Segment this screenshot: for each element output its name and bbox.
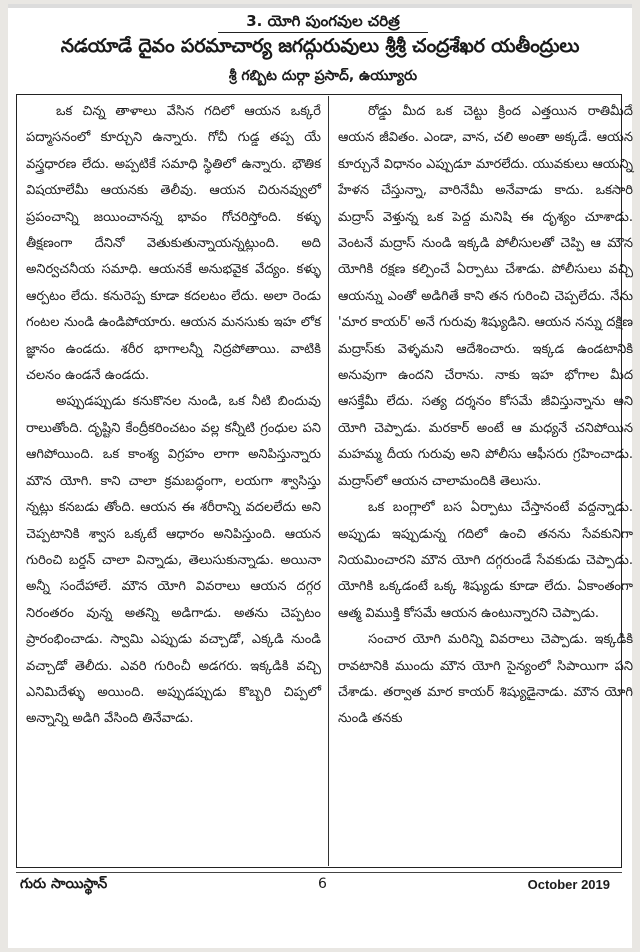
magazine-page bbox=[8, 4, 632, 948]
magazine-name: గురు సాయిస్థాన్ bbox=[20, 876, 108, 892]
article-title: నడయాడే దైవం పరమాచార్య జగద్గురువులు శ్రీశ్రీ చంద్రశేఖర యతీంద్రులు bbox=[60, 35, 580, 57]
footer-rule bbox=[16, 872, 622, 873]
left-paragraph-2: అప్పుడప్పుడు కనుకొనల నుండి, ఒక నీటి బిందువు రాలుతోంది. దృష్టిని కేంద్రీకరించటం వల్ల కన్నీటి గ్రంధుల పని ఆగిపోయింది. ఒక కాంశ్య విగ్రహం లాగా అనిపిస్తున్నారు మౌన యోగి. కాని చాలా క్రమబద్ధంగా, లయగా శ్వాసిస్తు న్నట్లు కనబడు తోంది. ఆయన ఈ శరీరాన్ని వదలలేదు అని చెప్పటానికి శ్వాస ఒక్కటే ఆధారం అనిపిస్తుంది. ఆయన గురించి బర్డన్ చాలా విన్నాడు, తెలుసుకున్నాడు. అయినా అన్నీ సందేహాలే. మౌన యోగి వివరాలు ఆయన దగ్గర నిరంతరం వున్న అతన్ని అడిగాడు. అతను చెప్పటం ప్రారంభించాడు. స్వామి ఎప్పుడు వచ్చాడో, ఎక్కడి నుండి వచ్చాడో తెలీదు. ఎవరి గురించీ అడగరు. ఇక్కడికి వచ్చి ఎనిమిదేళ్ళు అయింది. అప్పుడప్పుడు కొబ్బరి చిప్పలో అన్నాన్ని అడిగి వేసింది తినేవాడు. bbox=[26, 394, 321, 727]
right-paragraph-2: ఒక బంగ్లాలో బస ఏర్పాటు చేస్తానంటే వద్దన్నాడు. అప్పుడు ఇప్పుడున్న గదిలో ఉంచి తనను సేవకునిగా నియమించారని మౌన యోగి దగ్గరుండే సేవకుడు చెప్పాడు. యోగికి ఒక్కడంటే ఒక్క శిష్యుడు కూడా లేదు. ఏకాంతంగా ఆత్మ విముక్తి కోసమే ఆయన ఉంటున్నారని చెప్పాడు. bbox=[338, 500, 633, 621]
article-author: శ్రీ గబ్బిట దుర్గా ప్రసాద్, ఉయ్యూరు bbox=[228, 68, 418, 84]
right-paragraph-3: సంచార యోగి మరిన్ని వివరాలు చెప్పాడు. ఇక్కడికి రావటానికి ముందు మౌన యోగి సైన్యంలో సిపాయిగా పని చేశాడు. తర్వాత మార కాయర్ శిష్యుడైనాడు. మౌన యోగి నుండి తనకు bbox=[338, 632, 633, 727]
page-number: 6 bbox=[318, 876, 327, 892]
series-underline bbox=[218, 32, 428, 33]
left-paragraph-1: ఒక చిన్న తాళాలు వేసిన గదిలో ఆయన ఒక్కరే పద్మాసనంలో కూర్చుని ఉన్నారు. గోచీ గుడ్డ తప్ప యే వస్త్రధారణ లేదు. అప్పటికే సమాధి స్థితిలో ఉన్నారు. భౌతిక విషయాలేమీ ఆయనకు తెలీవు. ఆయన చిరునవ్వులో ప్రపంచాన్ని జయించానన్న భావం గోచరిస్తోంది. కళ్ళు తీక్షణంగా దేనినో వెతుకుతున్నాయన్నట్లుంది. అది అనిర్వచనీయ సమాధి. ఆయనకే అనుభవైక వేద్యం. కళ్ళు ఆర్పటం లేదు. కనురెప్ప కూడా కదలటం లేదు. అలా రెండు గంటల నుండి ఉండిపోయారు. ఆయన మనసుకు ఇహ లోక జ్ఞానం ఉండదు. శరీర భాగాలన్నీ నిద్రపోతాయి. వాటికి చలనం ఉండనే ఉండదు. bbox=[26, 104, 321, 384]
right-paragraph-1: రోడ్డు మీద ఒక చెట్టు క్రింద ఎత్తయిన రాతిమీదే ఆయన జీవితం. ఎండా, వాన, చలి అంతా అక్కడే. ఆయన కూర్చునే విధానం ఎప్పుడూ మారలేదు. యువకులు ఆయన్ని హేళన చేస్తున్నా, వారినేమీ అనేవాడు కాదు. ఒకసారి మద్రాస్ వెళ్తున్న ఒక పెద్ద మనిషి ఈ దృశ్యం చూశాడు. వెంటనే మద్రాస్ నుండి ఇక్కడి పోలీసులతో చెప్పి ఆ మౌన యోగికి రక్షణ కల్పించే ఏర్పాటు చేశాడు. పోలీసులు వచ్చి ఆయన్ను ఎంతో అడిగితే కాని తన గురించి చెప్పలేదు. నేను 'మార కాయర్' అనే గురువు శిష్యుడిని. ఆయన నన్ను దక్షిణ మద్రాస్‌కు వెళ్ళమని ఆదేశించారు. ఇక్కడ ఉండటానికి అనువుగా ఉందని చేరాను. నాకు ఇహ భోగాల మీద ఆసక్తేమీ లేదు. సత్య దర్శనం కోసమే జీవిస్తున్నాను అని యోగి చెప్పాడు. మరకార్ అంటే ఆ మధ్యనే చనిపోయిన మహమ్మ దీయ గురువు అని పోలీసు ఆఫీసరు గ్రహించాడు. మద్రాస్‌లో ఆయన చాలామందికి తెలుసు. bbox=[338, 104, 633, 489]
series-heading: 3. యోగి పుంగవుల చరిత్ర bbox=[246, 12, 400, 30]
issue-date: October 2019 bbox=[527, 877, 610, 892]
column-divider bbox=[328, 96, 329, 866]
left-column bbox=[26, 99, 321, 733]
right-column bbox=[338, 99, 633, 733]
top-edge-strip bbox=[8, 4, 632, 8]
